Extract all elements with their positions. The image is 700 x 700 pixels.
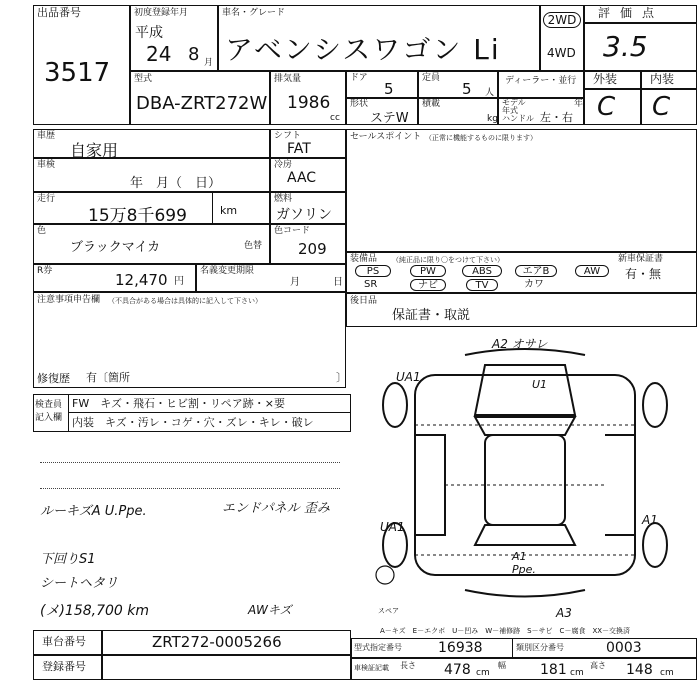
modelyear-unit: 年 [574,99,584,109]
model-name: アベンシスワゴン Li [225,33,501,66]
score-value: 3.5 [603,30,648,63]
equip-pw: PW [410,265,446,277]
notes-sub: （不具合がある場合は具体的に記入して下さい） [108,297,262,305]
fuel-value: ガソリン [276,207,332,223]
colorcode-value: 209 [298,240,327,258]
inspector-label-1: 検査員 [35,400,63,410]
equip-sub: （純正品に限り〇をつけて下さい） [392,256,504,264]
door-label: ドア [350,73,368,83]
reg-month: 8 [188,44,200,65]
mark-ua1-left: UA1 [380,520,405,534]
sales-label: セールスポイント [350,132,422,142]
shape-label: 形状 [350,99,369,109]
shape-value: ステW [370,111,409,126]
reg-divider [101,655,103,680]
chassis-divider [101,630,103,655]
fuel-label: 燃料 [274,194,293,204]
lot-number: 3517 [44,58,111,88]
history-label: 車歴 [37,131,56,141]
shift-label: シフト [274,131,302,141]
category-label: 類別区分番号 [516,643,564,652]
nameplate-label: 名義変更期限 [200,266,255,276]
dotted-line [40,462,340,463]
sales-sub: （正常に機能するものに限ります） [425,134,537,142]
ac-label: 冷房 [274,160,293,170]
spare-label: スペア [378,607,399,615]
note-3: 下回りS1 [40,552,96,567]
color-change-label: 色替 [244,241,263,251]
model-label: 車名・グレード [222,8,286,18]
height-label: 高さ [590,661,606,670]
color-value: ブラックマイカ [70,240,161,255]
handle-label: ハンドル [502,114,534,123]
score-divider [584,22,697,24]
equip-navi: ナビ [410,279,446,291]
width-value: 181 [540,662,567,678]
width-unit: cm [570,668,584,678]
insurance-value: 有・無 [625,267,662,281]
load-unit: kg [487,114,498,124]
inspector-row1: FW キズ・飛石・ヒビ割・リペア跡・×要 [72,397,285,410]
load-label: 積載 [422,99,441,109]
inspector-divider-v [68,394,69,432]
chassis-label: 車台番号 [42,635,86,648]
note-5: (メ)158,700 km [40,603,150,619]
spare-tire-icon [376,566,394,584]
equip-ps: PS [355,265,391,277]
cap-value: 5 [462,80,472,98]
designation-value: 16938 [438,640,483,656]
drive-4wd: 4WD [547,46,576,60]
width-label: 幅 [498,661,506,670]
equip-airbag: エアB [515,265,557,277]
equip-sr: SR [364,279,378,290]
mark-a1-right: A1 [642,513,658,527]
reg-year: 24 [146,42,172,66]
windshield-outline [475,417,575,435]
inspector-divider-h [68,412,351,413]
repair-value: 有〔箇所 [86,371,130,384]
mark-ua1-top: UA1 [396,370,421,384]
inspection-label: 車検 [37,160,56,170]
equip-abs: ABS [462,265,502,277]
note-2: エンドパネル 歪み [222,501,330,516]
left-doors-outline [415,435,445,535]
history-box [33,129,270,158]
chassis-value: ZRT272-0005266 [152,633,282,651]
extras-value: 保証書・取説 [392,308,471,323]
drive-2wd-circled: 2WD [543,12,581,28]
mileage-unit-divider [212,192,213,224]
recycle-label: R券 [37,266,53,276]
type-label: 型式 [134,74,153,84]
recycle-unit: 円 [174,276,184,287]
ac-value: AAC [287,170,317,186]
category-value: 0003 [606,640,642,656]
score-label: 評価点 [598,6,665,20]
height-unit: cm [660,668,674,678]
disp-label: 排気量 [274,74,302,84]
type-value: DBA-ZRT272W [136,93,268,114]
height-value: 148 [626,662,653,678]
reg-label: 登録番号 [42,660,86,673]
history-value: 自家用 [70,141,119,160]
era: 平成 [135,25,163,41]
dotted-line [40,488,340,489]
wheel-rear-right [643,523,667,567]
rear-bumper-outline [465,590,585,597]
modelyear-label: モデル年式 [502,98,526,115]
recycle-value: 12,470 [115,271,168,289]
int-label: 内装 [650,72,675,86]
designation-label: 型式指定番号 [354,643,402,652]
notes-label: 注意事項申告欄 [37,295,101,305]
cap-label: 定員 [422,73,441,83]
wheel-front-left [383,383,407,427]
note-1: ルーキズA U.Ppe. [40,504,147,519]
equip-kawa: カワ [524,279,544,290]
inspector-label-2: 記入欄 [35,413,63,423]
first-reg-label: 初度登録年月 [134,8,189,18]
door-value: 5 [384,80,394,98]
ext-label: 外装 [593,72,618,86]
notes-box [33,292,346,388]
int-grade: C [652,92,671,122]
disp-value: 1986 [287,93,331,113]
length-unit: cm [476,668,490,678]
grade-divider-v [640,71,642,125]
mark-a3: A3 [556,606,572,620]
designation-mid-divider [512,638,513,658]
legend: A－キズ E－エクボ U－凹み W－補修跡 S－サビ C－腐食 XX－交換済 [380,627,631,635]
mileage-value: 15万8千699 [88,206,187,226]
dims-label: 車検証記載 [354,664,389,672]
extras-label: 後日品 [350,296,378,306]
colorcode-label: 色コード [274,226,311,236]
repair-close: 〕 [336,371,347,384]
mileage-label: 走行 [37,194,56,204]
sales-box [346,129,697,252]
color-label: 色 [37,226,47,236]
length-label: 長さ [400,661,416,670]
mileage-unit: km [220,204,238,217]
reg-month-unit: 月 [204,58,214,68]
roof-outline [485,435,565,525]
disp-unit: cc [330,113,340,123]
mark-u1: U1 [532,378,548,391]
rear-glass-outline [475,525,575,545]
repair-label: 修復歴 [37,372,70,385]
insurance-label: 新車保証書 [618,254,664,264]
hood-outline [475,365,575,415]
nameplate-month: 月 [290,277,300,288]
lot-label: 出品番号 [37,6,81,19]
handle-value: 左・右 [540,111,573,124]
ext-grade: C [597,92,616,122]
equip-aw: AW [575,265,609,277]
shift-value: FAT [287,141,311,157]
length-value: 478 [444,662,471,678]
mark-a1-ppe: A1 Ppe. [512,550,536,576]
cap-unit: 人 [485,88,495,98]
nameplate-day: 日 [333,277,343,288]
note-4: シートヘタリ [40,576,119,591]
dealer-label: ディーラー・並行 [505,76,577,86]
right-doors-outline [605,435,635,535]
wheel-front-right [643,383,667,427]
inspection-value: 年 月（ 日） [130,176,222,191]
note-6: AWキズ [248,603,292,617]
equip-tv: TV [466,279,498,291]
equip-label: 装備品 [350,254,378,264]
inspector-row2: 内装 キズ・汚レ・コゲ・穴・ズレ・キレ・破レ [72,416,314,429]
mark-a2: A2 オサレ [492,337,548,351]
